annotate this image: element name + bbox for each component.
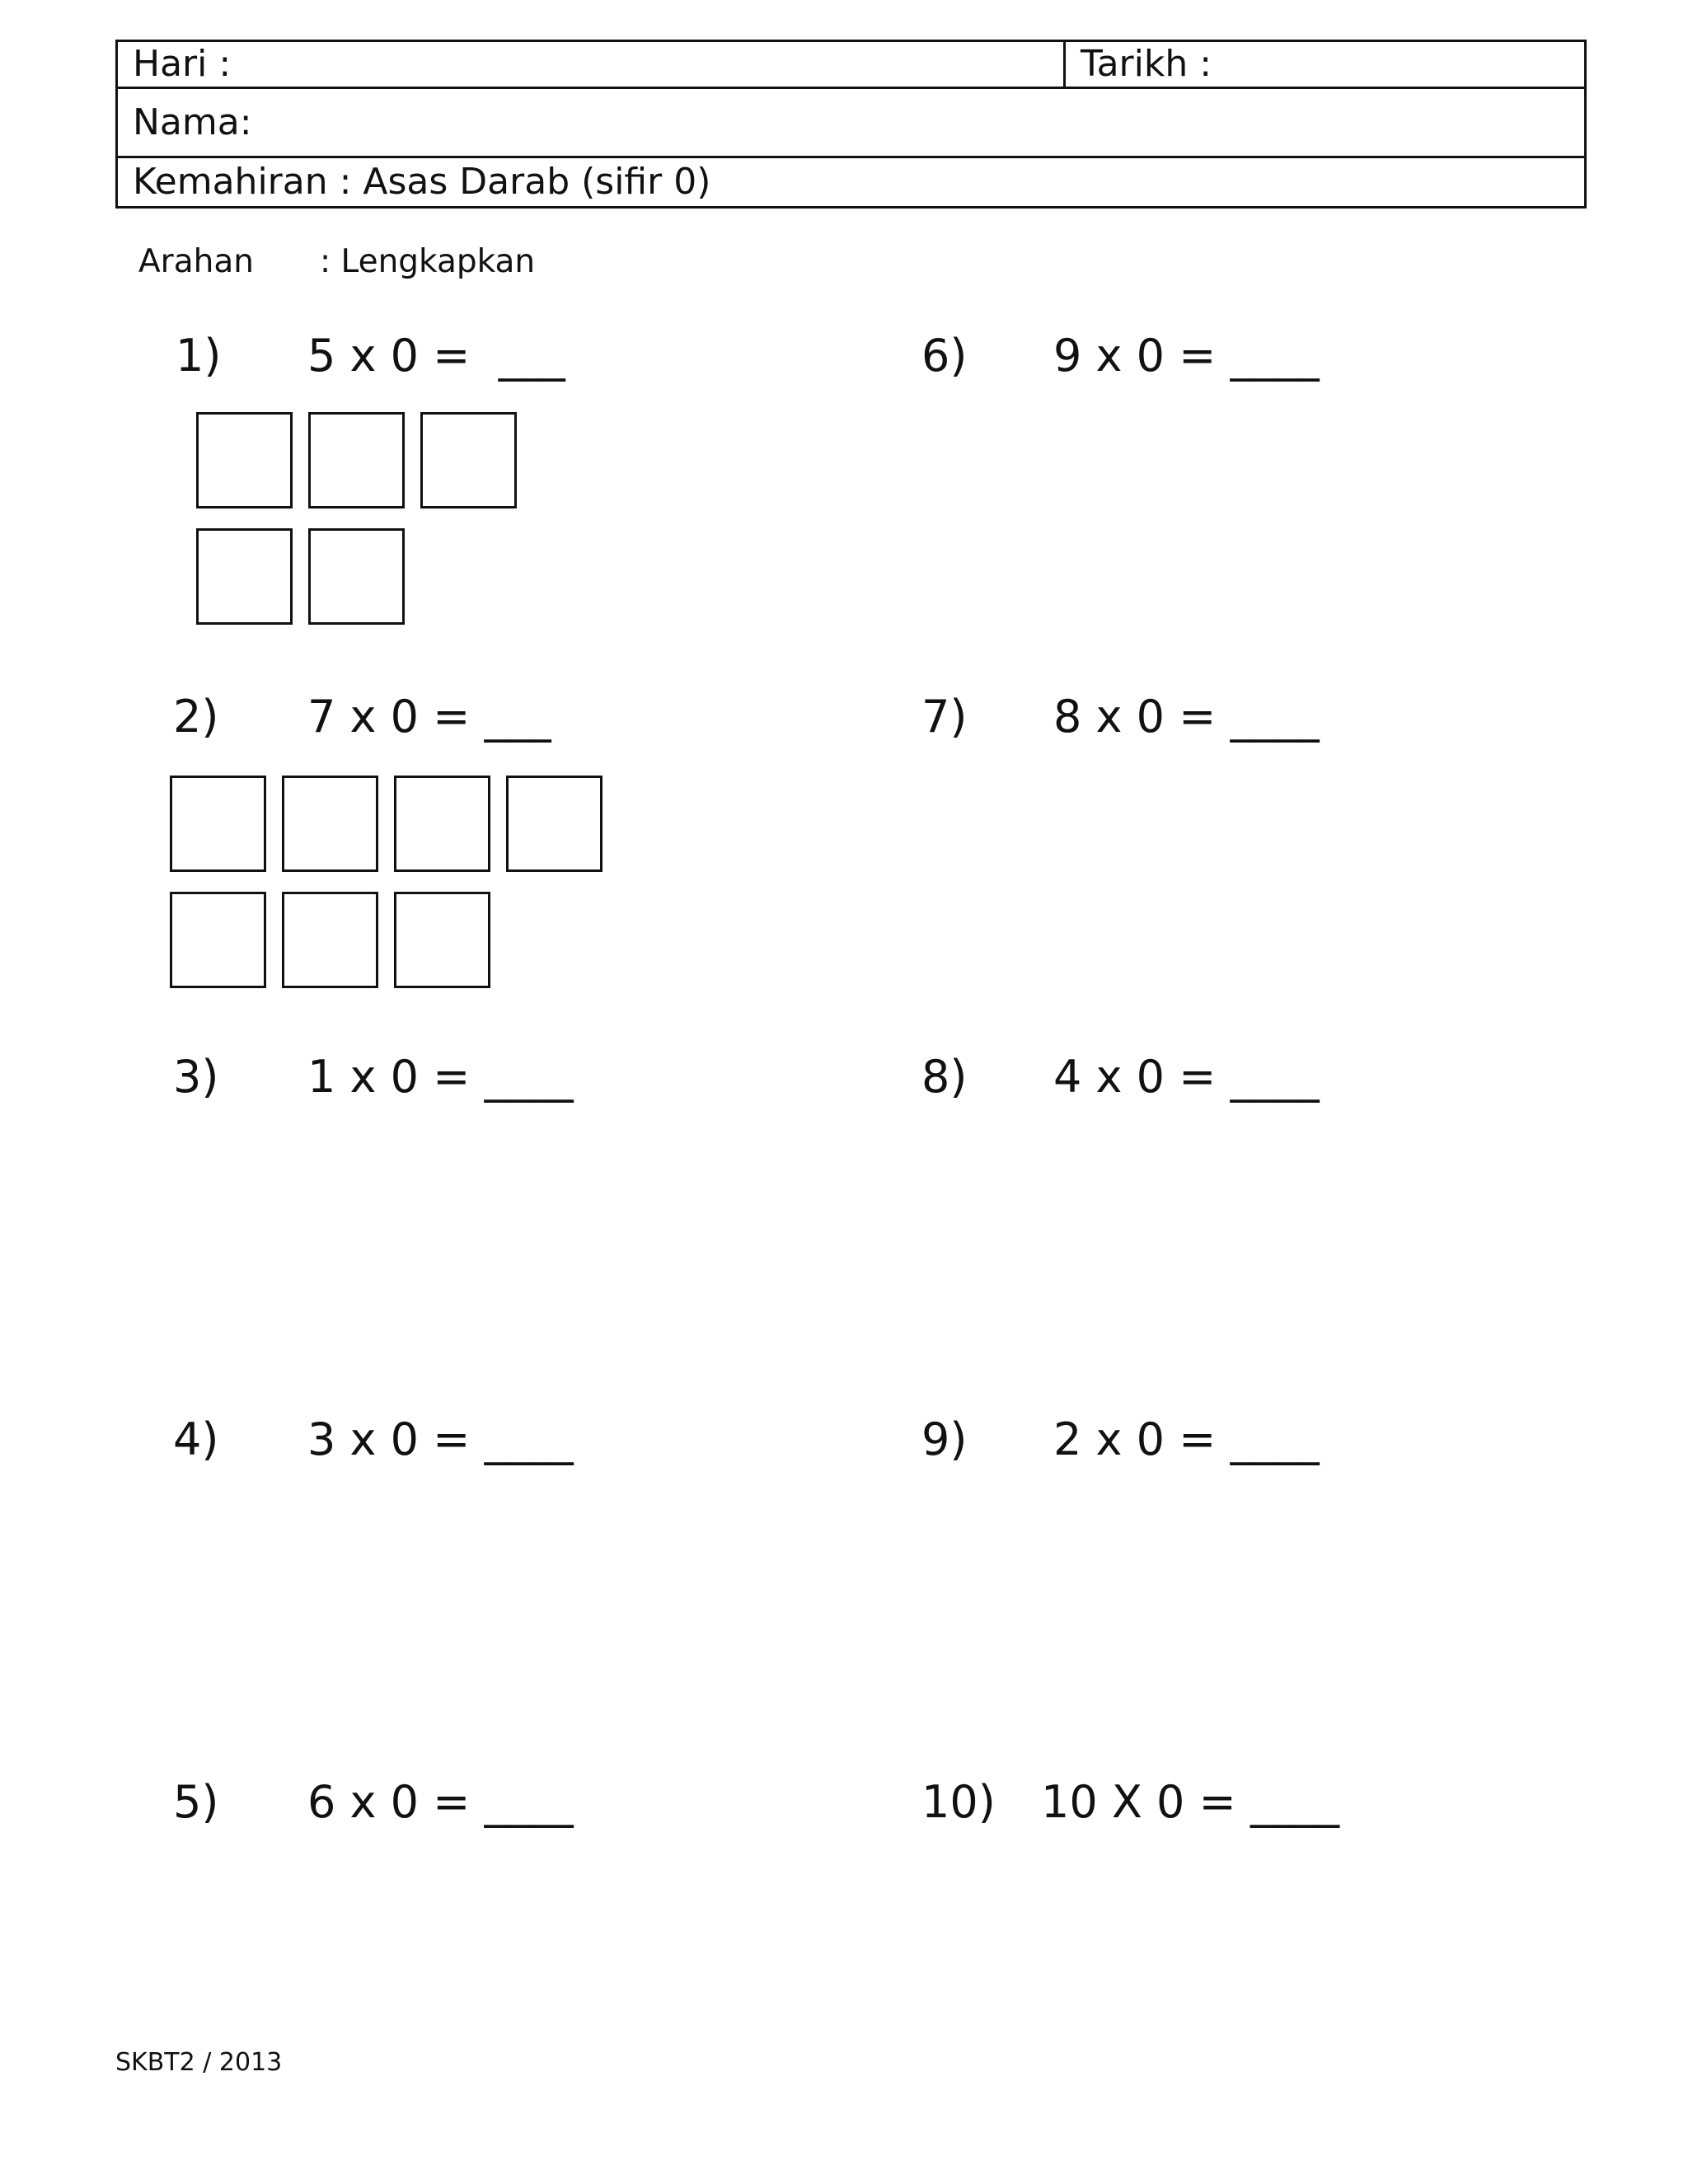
question-expression[interactable]: 9 x 0 = ____ [1053, 330, 1320, 382]
question-number: 8) [921, 1051, 968, 1103]
question-number: 4) [173, 1413, 219, 1465]
question-10 [921, 1776, 1339, 1958]
question-expression[interactable]: 7 x 0 = ___ [307, 691, 551, 743]
question-9 [921, 1413, 1320, 1596]
counting-box [282, 776, 378, 872]
header-table [115, 40, 1587, 209]
question-number: 10) [921, 1776, 996, 1828]
question-number: 9) [921, 1413, 968, 1465]
question-expression[interactable]: 6 x 0 = ____ [307, 1776, 574, 1828]
instruction-text: : Lengkapkan [320, 243, 536, 280]
counting-box [308, 528, 405, 625]
counting-box [170, 776, 266, 872]
question-5 [173, 1776, 574, 1958]
question-number: 2) [173, 691, 219, 743]
instruction-label: Arahan [138, 243, 254, 280]
question-expression[interactable]: 2 x 0 = ____ [1053, 1413, 1320, 1465]
counting-box [394, 776, 490, 872]
question-6 [921, 330, 1320, 512]
question-expression[interactable]: 1 x 0 = ____ [307, 1051, 574, 1103]
question-3 [173, 1051, 574, 1233]
question-expression[interactable]: 3 x 0 = ____ [307, 1413, 574, 1465]
counting-box [196, 528, 293, 625]
instruction [138, 243, 535, 280]
footer-code: SKBT2 / 2013 [115, 2048, 283, 2077]
counting-box [170, 892, 266, 988]
question-8 [921, 1051, 1320, 1233]
question-expression[interactable]: 5 x 0 = ___ [307, 330, 565, 382]
counting-box [394, 892, 490, 988]
header-row-skill [118, 158, 1584, 206]
counting-box [308, 412, 405, 509]
question-number: 3) [173, 1051, 219, 1103]
question-expression[interactable]: 10 X 0 = ____ [1041, 1776, 1339, 1828]
question-expression[interactable]: 8 x 0 = ____ [1053, 691, 1320, 743]
question-number: 7) [921, 691, 968, 743]
question-7 [921, 691, 1320, 873]
counting-box [420, 412, 517, 509]
question-expression[interactable]: 4 x 0 = ____ [1053, 1051, 1320, 1103]
header-row-day-date [118, 42, 1584, 89]
question-4 [173, 1413, 574, 1596]
header-row-name [118, 89, 1584, 158]
counting-box [506, 776, 603, 872]
hari-field[interactable]: Hari : [118, 42, 1066, 87]
nama-field[interactable]: Nama: [133, 101, 252, 143]
question-number: 6) [921, 330, 968, 382]
tarikh-field[interactable]: Tarikh : [1081, 43, 1212, 85]
counting-box [282, 892, 378, 988]
question-number: 5) [173, 1776, 219, 1828]
question-number: 1) [176, 330, 222, 382]
kemahiran-label: Kemahiran : Asas Darab (sifir 0) [133, 161, 711, 203]
counting-box [196, 412, 293, 509]
